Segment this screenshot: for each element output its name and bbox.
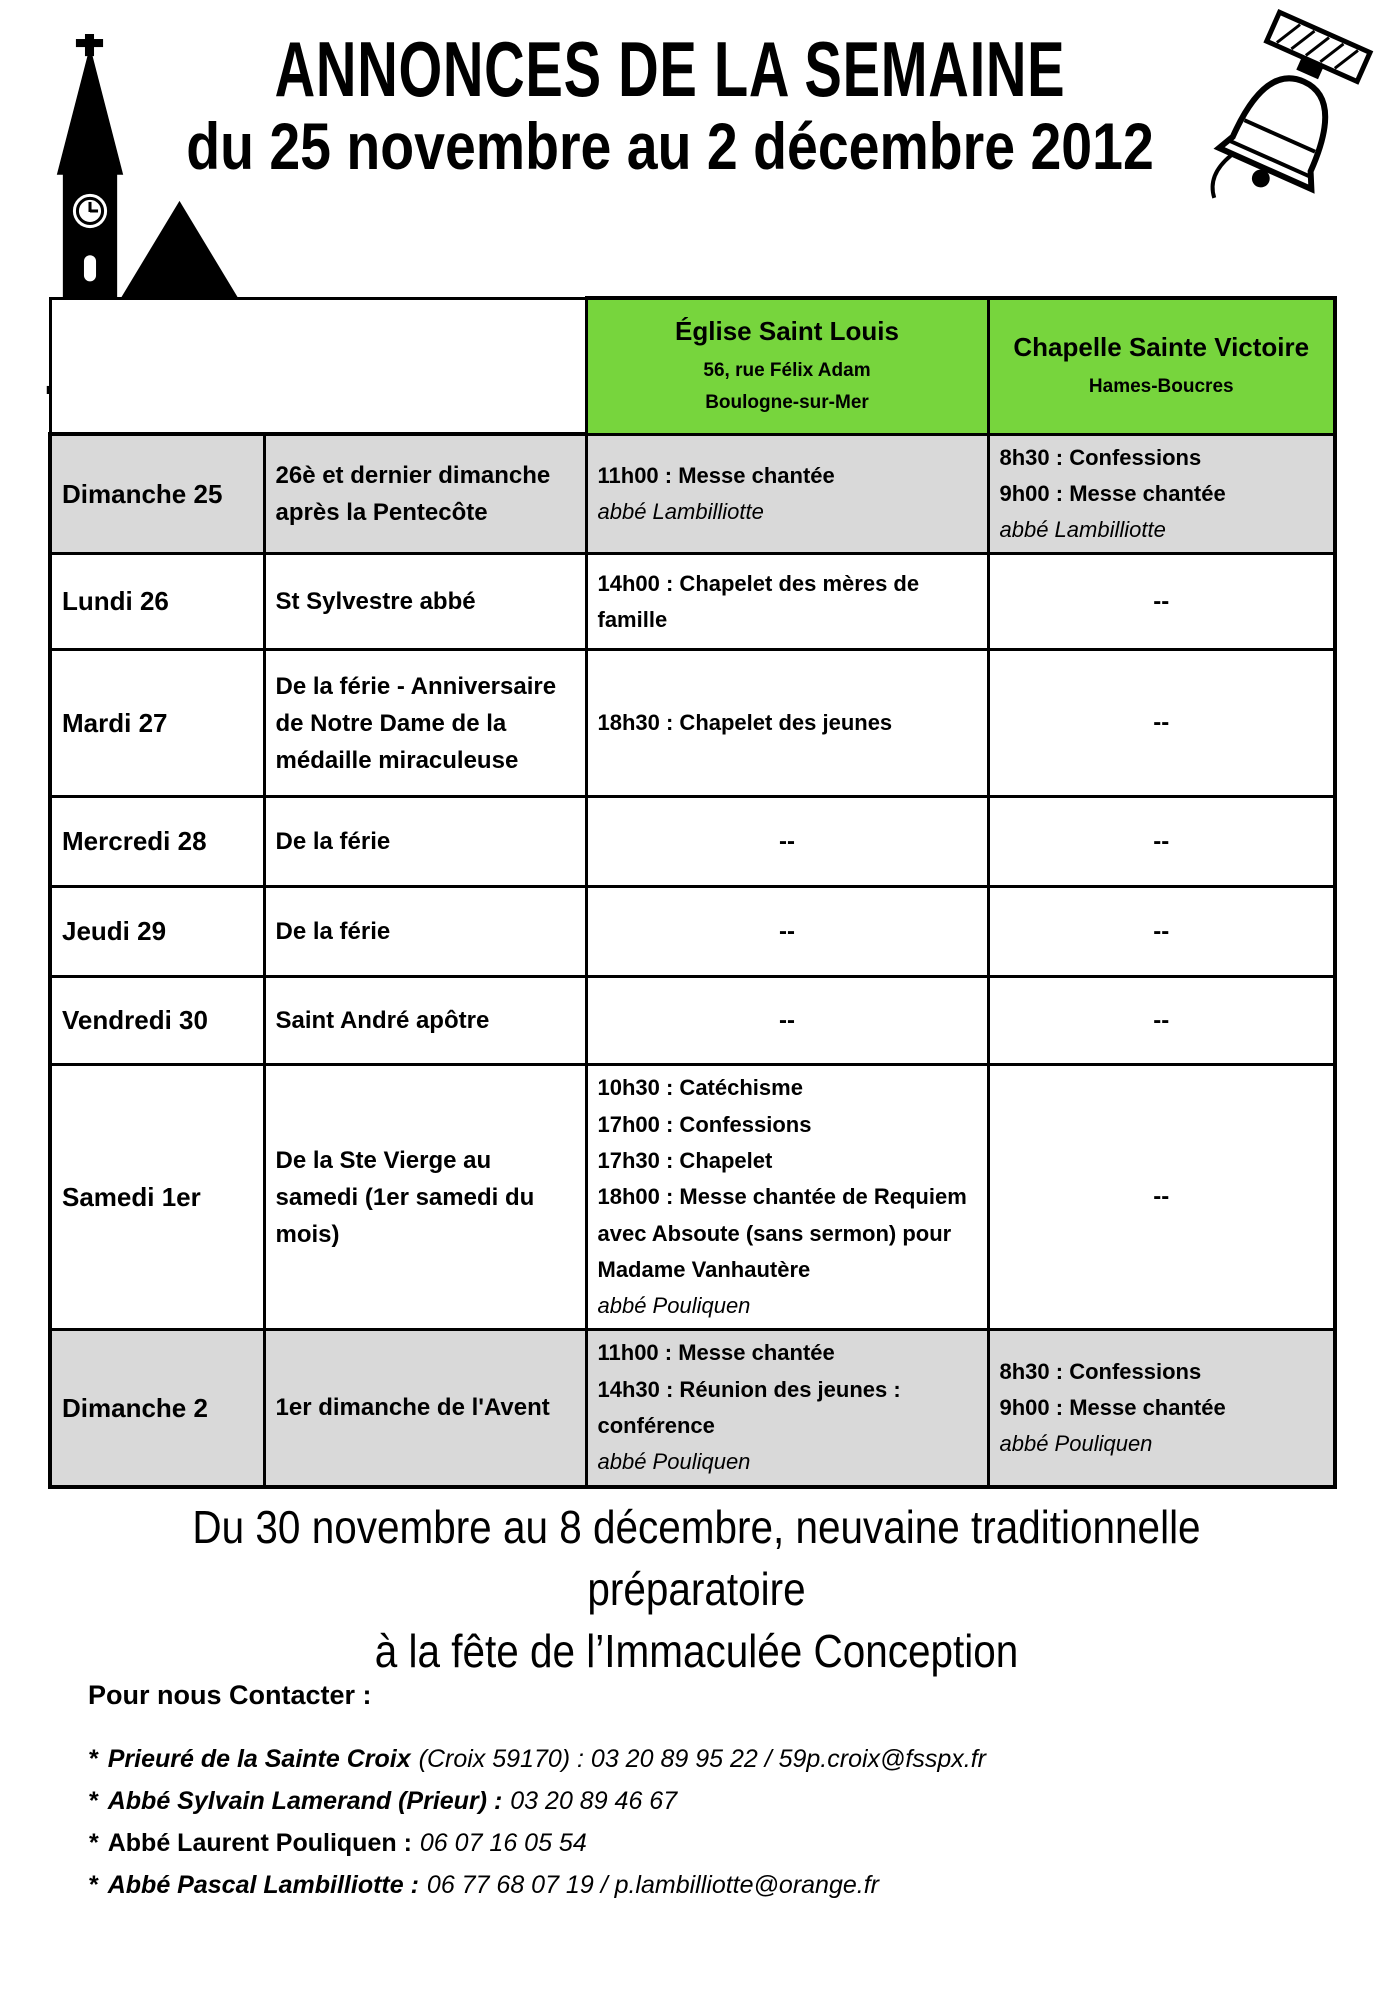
saint-louis-cell: -- bbox=[586, 887, 988, 977]
event-line: 9h00 : Messe chantée bbox=[999, 480, 1226, 506]
day-cell: Jeudi 29 bbox=[50, 887, 264, 977]
table-row bbox=[50, 1065, 1335, 1330]
contact-details: 06 07 16 05 54 bbox=[419, 1829, 587, 1857]
venue-address-line: Hames-Boucres bbox=[1088, 376, 1234, 398]
feast-cell: St Sylvestre abbé bbox=[264, 554, 586, 650]
contact-entry bbox=[88, 1829, 1328, 1858]
event-line: 17h30 : Chapelet bbox=[597, 1147, 773, 1173]
day-cell: Lundi 26 bbox=[50, 554, 264, 650]
empty-header-cell bbox=[50, 298, 586, 434]
sainte-victoire-cell: -- bbox=[988, 1065, 1335, 1330]
sainte-victoire-cell: -- bbox=[988, 554, 1335, 650]
day-cell: Dimanche 2 bbox=[50, 1330, 264, 1487]
contact-details: 03 20 89 46 67 bbox=[510, 1787, 678, 1815]
event-line: abbé Pouliquen bbox=[597, 1449, 751, 1475]
contact-name: Prieuré de la Sainte Croix bbox=[107, 1745, 411, 1773]
feast-cell: Saint André apôtre bbox=[264, 977, 586, 1065]
event-line: 14h00 : Chapelet des mères de famille bbox=[597, 570, 920, 632]
contact-entry bbox=[88, 1787, 1328, 1816]
bullet: * bbox=[88, 1871, 98, 1899]
event-line: abbé Pouliquen bbox=[999, 1431, 1153, 1457]
venue-sainte-victoire-header bbox=[988, 298, 1335, 434]
event-line: abbé Lambilliotte bbox=[597, 498, 764, 524]
feast-cell: 26è et dernier dimanche après la Pentecôte bbox=[264, 434, 586, 554]
contact-details: (Croix 59170) : 03 20 89 95 22 / 59p.croix@fsspx.fr bbox=[418, 1745, 986, 1773]
event-line: 17h00 : Confessions bbox=[597, 1111, 812, 1137]
weekly-schedule-table bbox=[48, 296, 1337, 1489]
page-title: ANNONCES DE LA SEMAINE bbox=[274, 25, 1066, 113]
novena-line-2: à la fête de l’Immaculée Conception bbox=[374, 1625, 1019, 1678]
event-line: 8h30 : Confessions bbox=[999, 1358, 1202, 1384]
table-row bbox=[50, 797, 1335, 887]
contact-name: Abbé Laurent Pouliquen : bbox=[107, 1829, 412, 1857]
venue-header-row bbox=[50, 298, 1335, 434]
page-subtitle: du 25 novembre au 2 décembre 2012 bbox=[186, 109, 1154, 183]
contact-entry bbox=[88, 1871, 1328, 1900]
day-cell: Mardi 27 bbox=[50, 650, 264, 797]
sainte-victoire-cell bbox=[988, 434, 1335, 554]
table-row bbox=[50, 887, 1335, 977]
venue-address-line: Boulogne-sur-Mer bbox=[705, 392, 869, 414]
sainte-victoire-cell: -- bbox=[988, 797, 1335, 887]
bullet: * bbox=[88, 1787, 98, 1815]
day-cell: Vendredi 30 bbox=[50, 977, 264, 1065]
event-line: 9h00 : Messe chantée bbox=[999, 1394, 1226, 1420]
venue-name: Église Saint Louis bbox=[675, 315, 899, 346]
contact-heading: Pour nous Contacter : bbox=[88, 1680, 372, 1710]
feast-cell: De la férie - Anniversaire de Notre Dame de la médaille miraculeuse bbox=[264, 650, 586, 797]
venue-name: Chapelle Sainte Victoire bbox=[1013, 331, 1310, 362]
feast-cell: De la férie bbox=[264, 887, 586, 977]
saint-louis-cell bbox=[586, 554, 988, 650]
table-row bbox=[50, 554, 1335, 650]
saint-louis-cell bbox=[586, 1330, 988, 1487]
contact-details: 06 77 68 07 19 / p.lambilliotte@orange.fr bbox=[426, 1871, 879, 1899]
table-row bbox=[50, 434, 1335, 554]
event-line: 10h30 : Catéchisme bbox=[597, 1075, 803, 1101]
event-line: abbé Lambilliotte bbox=[999, 517, 1166, 543]
contact-name: Abbé Sylvain Lamerand (Prieur) : bbox=[107, 1787, 503, 1815]
feast-cell: 1er dimanche de l'Avent bbox=[264, 1330, 586, 1487]
feast-cell: De la férie bbox=[264, 797, 586, 887]
bullet: * bbox=[88, 1829, 98, 1857]
venue-address-line: 56, rue Félix Adam bbox=[703, 360, 871, 382]
contact-entry bbox=[88, 1745, 1328, 1774]
contact-name: Abbé Pascal Lambilliotte : bbox=[107, 1871, 419, 1899]
bullet: * bbox=[88, 1745, 98, 1773]
table-row bbox=[50, 650, 1335, 797]
event-line: 11h00 : Messe chantée bbox=[597, 462, 835, 488]
bell-icon bbox=[1182, 8, 1390, 236]
venue-saint-louis-header bbox=[586, 298, 988, 434]
feast-cell: De la Ste Vierge au samedi (1er samedi du mois) bbox=[264, 1065, 586, 1330]
saint-louis-cell bbox=[586, 434, 988, 554]
day-cell: Samedi 1er bbox=[50, 1065, 264, 1330]
table-row bbox=[50, 1330, 1335, 1487]
saint-louis-cell: -- bbox=[586, 797, 988, 887]
sainte-victoire-cell bbox=[988, 1330, 1335, 1487]
event-line: 18h30 : Chapelet des jeunes bbox=[597, 710, 893, 736]
day-cell: Dimanche 25 bbox=[50, 434, 264, 554]
table-row bbox=[50, 977, 1335, 1065]
event-line: 14h30 : Réunion des jeunes : conférence bbox=[597, 1376, 901, 1439]
saint-louis-cell bbox=[586, 650, 988, 797]
saint-louis-cell: -- bbox=[586, 977, 988, 1065]
event-line: 11h00 : Messe chantée bbox=[597, 1340, 835, 1366]
event-line: 8h30 : Confessions bbox=[999, 444, 1202, 470]
novena-line-1: Du 30 novembre au 8 décembre, neuvaine traditionnelle préparatoire bbox=[192, 1501, 1201, 1616]
sainte-victoire-cell: -- bbox=[988, 650, 1335, 797]
sainte-victoire-cell: -- bbox=[988, 887, 1335, 977]
sainte-victoire-cell: -- bbox=[988, 977, 1335, 1065]
contact-section bbox=[88, 1680, 1328, 1913]
event-line: 18h00 : Messe chantée de Requiem avec Absoute (sans sermon) pour Madame Vanhautère bbox=[597, 1184, 967, 1282]
event-line: abbé Pouliquen bbox=[597, 1293, 751, 1319]
day-cell: Mercredi 28 bbox=[50, 797, 264, 887]
saint-louis-cell bbox=[586, 1065, 988, 1330]
novena-announcement bbox=[84, 1496, 1310, 1682]
